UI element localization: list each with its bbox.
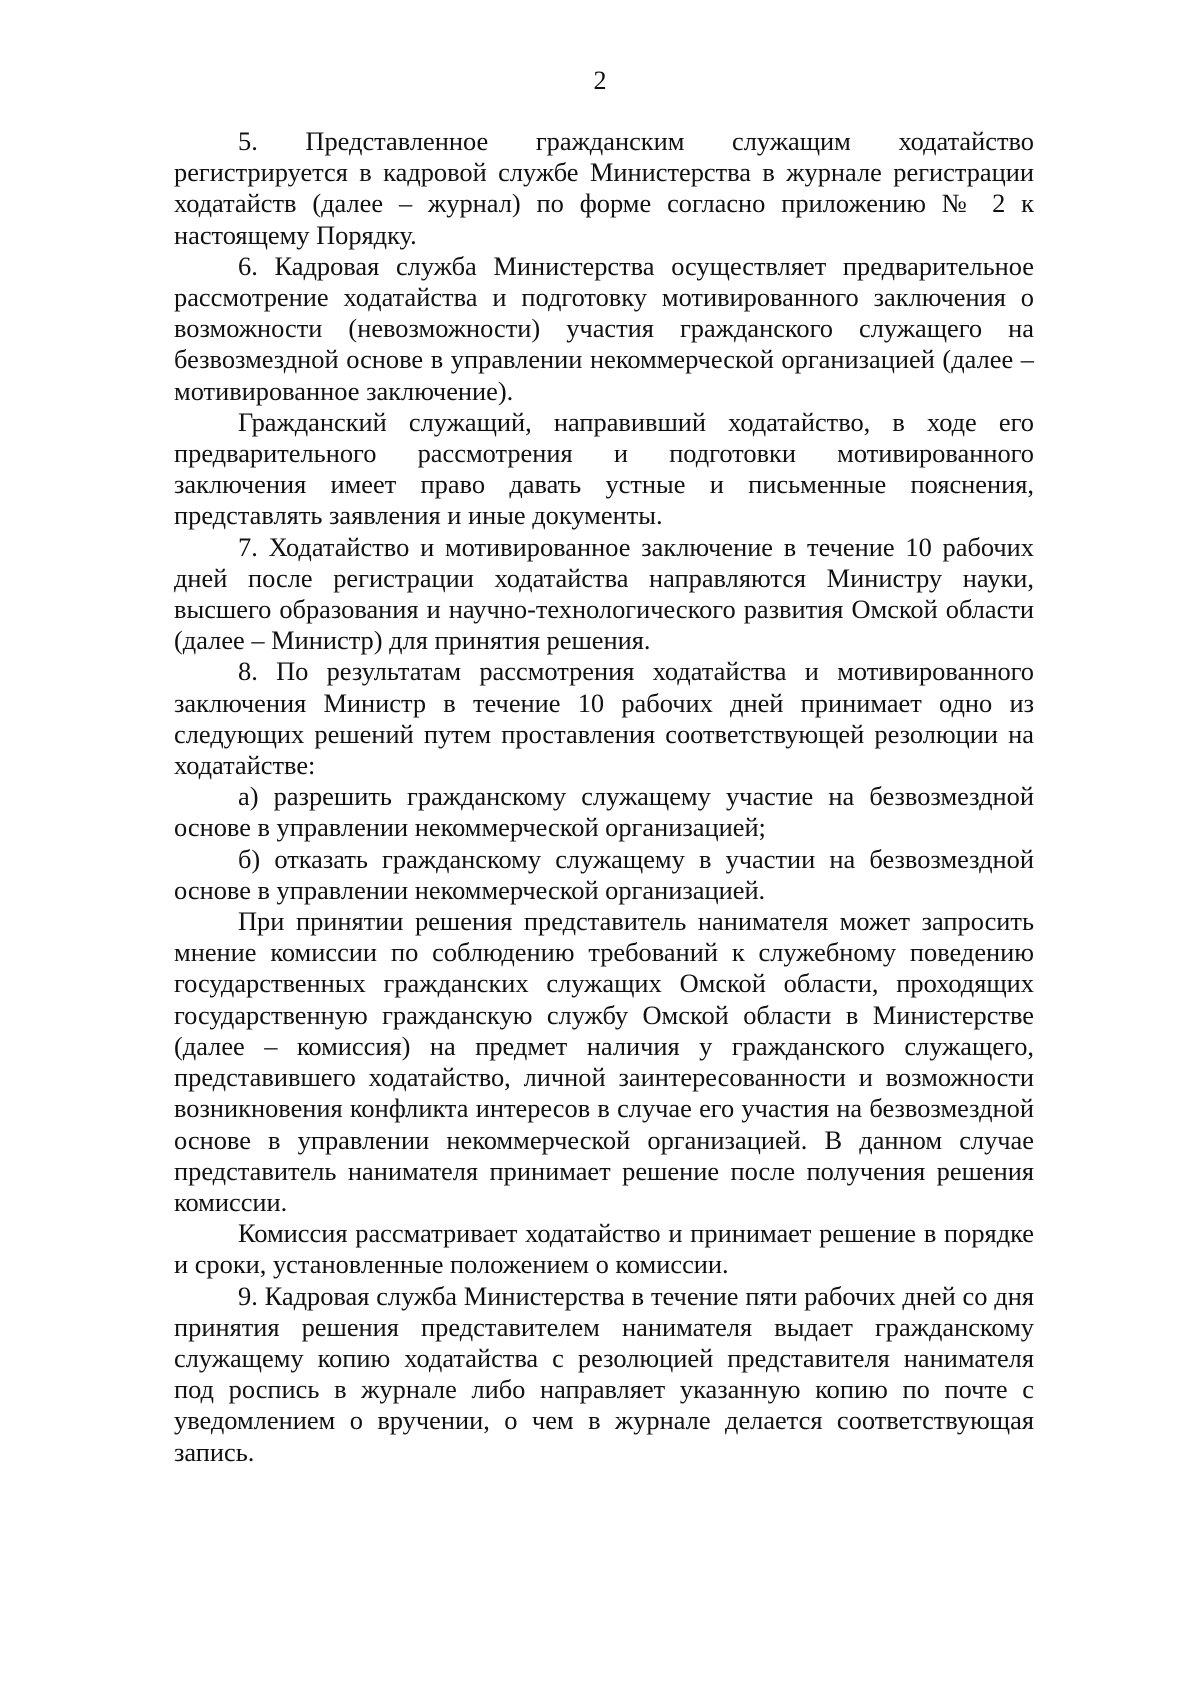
document-body	[174, 126, 1034, 1468]
paragraph-6-preliminary-review: 6. Кадровая служба Министерства осуществляет предварительное рассмотрение ходатайства и подготовку мотивированного заключения о возможности (невозможности) участия гражданского служащего на безвозмездной основе в управлении некоммерческой организацией (далее – мотивированное заключение).	[174, 250, 1034, 406]
paragraph-6-explanations: Гражданский служащий, направивший ходатайство, в ходе его предварительного рассмотрения и подготовки мотивированного заключения имеет право давать устные и письменные пояснения, представлять заявления и иные документы.	[174, 406, 1034, 531]
page-number: 2	[593, 66, 607, 95]
paragraph-9-issue-copy: 9. Кадровая служба Министерства в течение пяти рабочих дней со дня принятия решения представителем нанимателя выдает гражданскому служащему копию ходатайства с резолюцией представителя нанимателя под роспись в журнале либо направляет указанную копию по почте с уведомлением о вручении, о чем в журнале делается соответствующая запись.	[174, 1280, 1034, 1467]
paragraph-8-option-b: б) отказать гражданскому служащему в участии на безвозмездной основе в управлении некоммерческой организацией.	[174, 843, 1034, 905]
paragraph-7-submission: 7. Ходатайство и мотивированное заключение в течение 10 рабочих дней после регистрации ходатайства направляются Министру науки, высшего образования и научно-технологического развития Омской области (далее – Министр) для принятия решения.	[174, 531, 1034, 656]
paragraph-commission-procedure: Комиссия рассматривает ходатайство и принимает решение в порядке и сроки, установленные положением о комиссии.	[174, 1218, 1034, 1280]
paragraph-8-option-a: а) разрешить гражданскому служащему участие на безвозмездной основе в управлении некоммерческой организацией;	[174, 781, 1034, 843]
paragraph-5-registration: 5. Представленное гражданским служащим ходатайство регистрируется в кадровой службе Министерства в журнале регистрации ходатайств (далее – журнал) по форме согласно приложению № 2 к настоящему Порядку.	[174, 126, 1034, 250]
paragraph-commission-opinion: При принятии решения представитель нанимателя может запросить мнение комиссии по соблюдению требований к служебному поведению государственных гражданских служащих Омской области, проходящих государственную гражданскую службу Омской области в Министерстве (далее – комиссия) на предмет наличия у гражданского служащего, представившего ходатайство, личной заинтересованности и возможности возникновения конфликта интересов в случае его участия на безвозмездной основе в управлении некоммерческой организацией. В данном случае представитель нанимателя принимает решение после получения решения комиссии.	[174, 906, 1034, 1217]
paragraph-8-decision: 8. По результатам рассмотрения ходатайства и мотивированного заключения Министр в течение 10 рабочих дней принимает одно из следующих решений путем проставления соответствующей резолюции на ходатайстве:	[174, 656, 1034, 781]
